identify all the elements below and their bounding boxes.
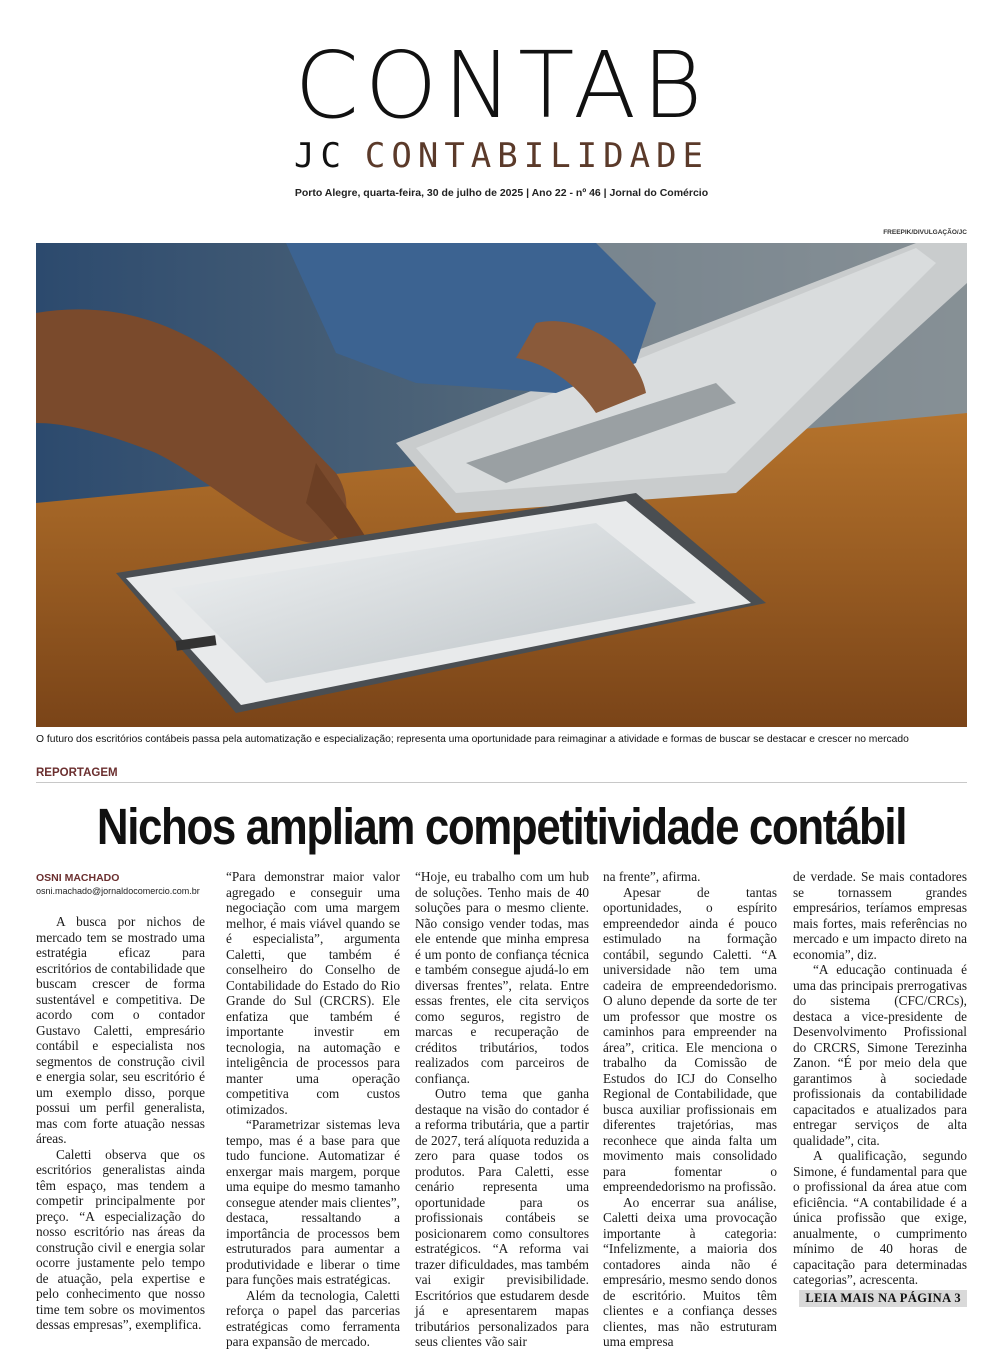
paragraph: Caletti observa que os escritórios generalistas ainda têm espaço, mas tendem a competir principalmente por preço. “A especialização do nosso escritório nas áreas da construção civil e energia solar ocorre justamente pelo tempo de atuação, pela expertise e pelo conhecimento que nosso time tem sobre os movimentos dessas empresas”, exemplifica. [36,1146,205,1332]
paragraph: A busca por nichos de mercado tem se mostrado uma estratégia eficaz para escritórios de contabilidade que buscam crescer de forma sustentável e competitiva. De acordo com o contador Gustavo Caletti, empresário contábil e especialista nos segmentos de construção civil e energia solar, seu escritório é um exemplo disso, porque possui um perfil generalista, mas com forte atuação nessas áreas. [36,914,205,1146]
section-kicker: REPORTAGEM [36,767,118,779]
paragraph: na frente”, afirma. [603,869,701,884]
masthead [0,32,1003,176]
paragraph: “A educação continuada é uma das principais prerrogativas do sistema (CFC/CRCs), destaca a vice-presidente de Desenvolvimento Profissional do CRCRS, Simone Terezinha Zanon. “É por meio dela que garantimos à sociedade profissionais da contabilidade capacitados e atualizados para entregar serviços de alta qualidade”, cita. [793,962,967,1148]
section-logo [0,136,1003,176]
author-email: osni.machado@jornaldocomercio.com.br [36,886,200,896]
headline: Nichos ampliam competitividade contábil [96,798,907,855]
article-column-5 [793,869,967,1288]
kicker-divider [36,782,967,783]
paragraph: “Hoje, eu trabalho com um hub de soluções. Tenho mais de 40 soluções para o mesmo cliente. Não consigo vender todas, mas ele entende que minha empresa é um ponto de confiança técnica e também consegue ajudá-lo em diversas frentes”, relata. Entre essas frentes, ele cita serviços como seguros, registro de marcas e recuperação de créditos tributários, todos realizados com parceiros de confiança. [415,869,589,1086]
paragraph: Apesar de tantas oportunidades, o espírito empreendedor ainda é pouco estimulado na formação contábil, segundo Caletti. “A universidade não tem uma cadeira de empreendedorismo. O aluno depende da sorte de ter um professor que mostre os caminhos para empreender na área”, critica. Ele menciona o trabalho da Comissão de Estudos do ICJ do Conselho Regional de Contabilidade, que busca auxiliar profissionais em diferentes trajetórias, mas reconhece que ainda falta um movimento mais consolidado para fomentar o empreendedorismo na profissão. [603,884,777,1194]
continue-reading-link[interactable]: LEIA MAIS NA PÁGINA 3 [799,1290,967,1307]
paragraph: Ao encerrar sua análise, Caletti deixa uma provocação importante à categoria: “Infelizmente, a maioria dos contadores ainda não é empresário, mesmo sendo donos de escritório. Muitos têm clientes e a confiança desses clientes, mas não estruturam uma empresa [603,1194,777,1349]
logo-jc: JC [293,136,347,176]
hero-photo [36,243,967,727]
photo-credit: FREEPIK/DIVULGAÇÃO/JC [883,229,967,236]
paragraph: Além da tecnologia, Caletti reforça o papel das parcerias estratégicas como ferramenta para expansão de mercado. [226,1287,400,1349]
dateline: Porto Alegre, quarta-feira, 30 de julho de 2025 | Ano 22 - nº 46 | Jornal do Comércio [294,187,709,199]
photo-caption: O futuro dos escritórios contábeis passa pela automatização e especialização; representa uma oportunidade para reimaginar a atividade e formas de buscar se destacar e crescer no mercado [36,734,909,745]
logo-section-name: CONTABILIDADE [364,136,710,176]
paragraph: de verdade. Se mais contadores se tornassem grandes empresários, teríamos empresas mais fortes, mais referências no mercado e um impacto direto na economia”, diz. [793,869,967,962]
publication-logo: CONTAB [294,32,709,139]
paragraph: Outro tema que ganha destaque na visão do contador é a reforma tributária, que a partir de 2027, terá alíquota reduzida a zero para quase todos os produtos. Para Caletti, esse cenário representa uma oportunidade para os profissionais contábeis se posicionarem como consultores estratégicos. “A reforma vai trazer dificuldades, mas também vai exigir previsibilidade. Escritórios que estudarem desde já e apresentarem mapas tributários personalizados para seus clientes vão sair [415,1086,589,1349]
article-column-4 [603,869,777,1350]
paragraph: A qualificação, segundo Simone, é fundamental para que o profissional da área atue com eficiência. “A contabilidade é a única profissão que exige, anualmente, o cumprimento mínimo de 40 horas de capacitação para determinadas categorias”, acrescenta. [793,1148,967,1287]
paragraph: “Para demonstrar maior valor agregado e conseguir uma negociação com uma margem melhor, é mais viável quando se é especialista”, argumenta Caletti, que também é conselheiro do Conselho de Contabilidade do Estado do Rio Grande do Sul (CRCRS). Ele enfatiza que também é importante investir em tecnologia, na automação e inteligência de processos para manter uma operação competitiva com custos otimizados. [226,869,400,1117]
article-column-2 [226,869,400,1350]
article-column-1 [36,914,205,1333]
article-column-3 [415,869,589,1350]
paragraph: “Parametrizar sistemas leva tempo, mas é a base para que tudo funcione. Automatizar é enxergar mais margem, porque uma equipe do mesmo tamanho consegue atender mais clientes”, destaca, ressaltando a importância de processos bem estruturados para aumentar a produtividade e liberar o time para funções mais estratégicas. [226,1117,400,1287]
author-name: OSNI MACHADO [36,872,120,884]
tablet-laptop-illustration [36,243,967,727]
